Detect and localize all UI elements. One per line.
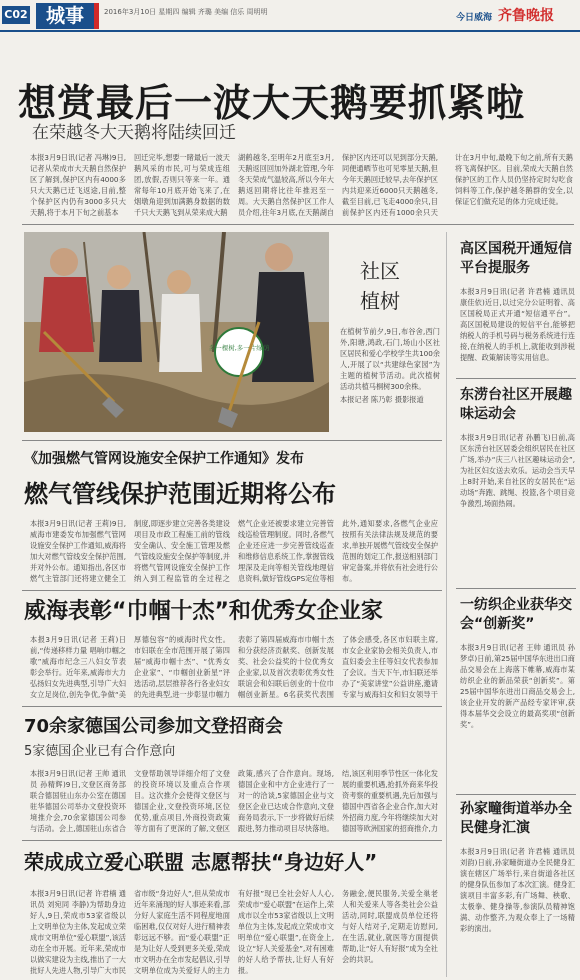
divider (22, 840, 442, 841)
rongcheng-headline: 荣成成立爱心联盟 志愿帮扶“身边好人” (24, 850, 378, 874)
rongcheng-col-2: 省市级“身边好人”,但从荣成市近年来涌现的好人事迹来看,部分好人家庭生活不同程度地面临困难,仅仅对好人进行精神表彰远远不够。而“爱心联盟”正是为让好人受到更多关爱,荣成市文明办在全市发起倡议,引导文明单位成为关爱好人的主力 (134, 889, 230, 975)
lead-col-1: 本报3月9日讯(记者 冯琳)9日,记者从荣成市大天鹅自然保护区了解到,保护区内有4000多只大天鹅已迁飞返途,目前,整个保护区内仍有3000多只大天鹅,将于本月下旬之前基本 (30, 153, 126, 217)
german-col-4: 结,该区利用季节性区一体化发展的重要机遇,抢抓外商来华投资考察的重要机遇,先后加强与德国中西省各企业合作,加大对外招商力度,今年将继续加大对德国等欧洲国家的招商推介,力 (342, 769, 438, 833)
lead-headline: 想赏最后一波大天鹅要抓紧啦 (18, 81, 526, 125)
brand-name: 齐鲁晚报 (498, 8, 555, 24)
rongcheng-col-3: 有好报”现已全社会好人人心,荣成市“爱心联盟”在运作上,荣成市以全市53家省级以上文明单位为主体,发起成立荣成市文明单位“爱心联盟”,在资金上,设立“好人关爱基金”,对有困难的好人给予帮扶,让好人有好报。 (238, 889, 334, 975)
photo-title-line-2: 植树 (360, 289, 400, 313)
photo-title-line-1: 社区 (360, 259, 400, 283)
women-col-3: 表彰了第四届威海市巾帼十杰和分获经济贡献奖、创新发展奖、社会公益奖的十位优秀女企业家,以及首次表彰优秀女性联谊会和妇联后创业的十位巾帼创业新星。6名获奖代表围 (238, 635, 334, 699)
divider (22, 706, 442, 707)
header-rule (0, 30, 580, 32)
fz-headline: 一纺织企业获华交会“创新奖” (460, 597, 572, 632)
brand-small: 今日威海 (456, 13, 493, 23)
gas-col-2: 制度,即逐步建立完善各类建设项目及市政工程施工前的管线安全确认、安全施工管理及燃气管线设施安全保护等制度,并将燃气管网设施安全保护工作纳入到工程监管的全过程之 (134, 519, 230, 583)
gas-col-4: 此外,通知要求,各燃气企业应按照有关法律法规及规范的要求,单独开展燃气管线安全保护范围的划定工作,报送相别部门审定备案,并将依有社会进行公布。 (342, 519, 438, 583)
gas-col-3: 燃气企业还被要求建立完善管线巡检管理制度。同时,各燃气企业还应进一步完善管线巡查和维修信息系统工作,掌握管线埋深及走向等相关管线地理信息资料,做好管线GPS定位等相 (238, 519, 334, 583)
photo-story-text (340, 326, 440, 424)
german-subhead: 5家德国企业已有合作意向 (24, 744, 176, 759)
divider (456, 794, 576, 795)
section-label (36, 3, 94, 29)
divider (456, 378, 576, 379)
rongcheng-col-1: 本报3月9日讯(记者 许君楠 通讯员 刘宛同 李静)为帮助身边好人,9日,荣成市53家省级以上文明单位为主体,发起成立荣成市文明单位“爱心联盟”,该活动在全市开展。近年来,荣成市以做实建设为主线,推出了一大批好人先进人物,引导广大市民 (30, 889, 126, 975)
lead-col-4: 保护区内还可以见到部分天鹅,同便通晒节也可见零星天鹅,但今年天鹅回迁较早,去年保护区内共迎来近6000只天鹅越冬,截至目前,已飞走4000余只,目前保护区内还有1000余只天 (342, 153, 438, 217)
german-col-1: 本报3月9日讯(记者 王帅 通讯员 孙精辉)9日,文登区商务部联合德国驻山东办公室在德国驻华德国公司举办文登投资环境推介会,70余家德国公司参与活动。会上,德国驻山东省合 (30, 769, 126, 833)
rongcheng-col-4: 务融金,便民服务,关爱全巢老人和关爱来人等各类社会公益活动,同时,联盟成员单位还将与好人结对子,定期走访慰问,在生活,就业,就医等方面提供帮助,让“好人有好报”成为全社会的共识。 (342, 889, 438, 964)
sj-headline: 孙家疃街道举办全民健身汇演 (460, 801, 572, 836)
dh-text: 本报3月9日讯(记者 孙鹏飞)日前,高区东涝台社区居委会组织居民在社区广场,举办“庆三八社区趣味运动会”,为社区妇女送去欢乐。运动会当天早上8时开始,来自社区的女居民在“运动场”奔跑、跳绳、投篮,各个项目竞争激烈,场面热闹。 (460, 433, 575, 508)
lead-col-2: 回迁完毕,想要一睹最后一波天鹅风采的市民,可与荣成连组团,放假,否则只等来一年。通常每年10月底开始飞来了,在烟墩角迎到加满鹅身数据的数千只大天鹅飞到从荣来成大鹅 (134, 153, 230, 217)
lead-col-5: 计在3月中旬,最晚下旬之前,所有天鹅将飞离保护区。目前,荣成大天鹅自然保护区的工作人员仍坚持定时勾吃食饲料等工作,保护越冬鹅群的安全,以保证它们做充足的体力完成迁徙。 (455, 153, 573, 206)
tax-headline: 高区国税开通短信平台提服务 (460, 241, 572, 276)
section-name: 城事 (45, 5, 84, 27)
column-divider (446, 232, 447, 977)
photo-story-body: 在植树节前夕,9日,布谷舍,西门外,阳塘,鸿政,石门,场山小区社区居民和爱心学校学生共100余人,开展了以“共建绿色家园”为主题的植树节活动。此次植树活动共植马桐树300余株。 (340, 327, 440, 391)
fz-text: 本报3月9日讯(记者 王帅 通讯员 孙梦卓)日前,第25届中国华东进出口商品交易会在上海落下帷幕,威海市某纺织企业的新品荣获“创新奖”。第25届中国华东进出口商品交易会上,该企业开发的新产品经专家评审,获得本届华交会设立的最高奖项“创新奖”。 (460, 643, 575, 729)
photo-story-byline: 本报记者 陈乃彰 摄影报道 (340, 395, 424, 404)
photo-illustration (24, 232, 329, 432)
lead-col-3: 湖鹤越冬,至明年2月底至3月,天鹅返回回加外湖北管理,今年冬天荣成气温较高,所以今年大鹅返回期将比往年推迟至一周。大天鹅自然保护区工作人员介绍,往年3月底,在天鹅湖自 (238, 153, 334, 217)
lead-subhead: 在荣越冬大天鹅将陆续回迁 (32, 123, 236, 143)
edition-line: 2016年3月10日 星期四 编辑 齐璐 美编 信乐 周明明 (104, 8, 268, 16)
german-col-3: 政策,感兴了合作意向。现场,德国企业和中方企业进行了一对一的洽谈,5家德国企业与文登区企业已达成合作意向,文登商务局表示,下一步将做好后续跟进,努力推动项目尽快落地。 (238, 769, 334, 833)
women-col-1: 本报3月9日讯(记者 王莉)日前,“传递移样力量 唱响巾帼之歌”威海市纪念三八妇女节表彰会举行。近年来,威海市大力弘扬妇女先进典型,引导广大妇女立足岗位,创先争优,争做“美 (30, 635, 126, 699)
tax-text: 本报3月9日讯(记者 许君楠 通讯员 康佳依)近日,以过完分公证明着、高区国税局正式开通“短信通平台”。高区国税局建设的短信平台,能够把纳税人的手机号码与税务系统进行连接,在纳税人的手机上,就能收到涉税提醒、政策解读等实用信息。 (460, 287, 575, 362)
divider (22, 440, 442, 441)
gas-headline: 燃气管线保护范围近期将公布 (24, 480, 336, 508)
gas-col-1: 本报3月9日讯(记者 王莉)9日,威海市建委发布加强燃气管网设施安全保护工作通知,威海将加大对燃气管线安全保护范围,并对外公布。通知指出,各区市燃气主管部门还将建立健全工 (30, 519, 126, 583)
masthead-brand (456, 5, 574, 25)
gas-kicker: 《加强燃气管网设施安全保护工作通知》发布 (24, 451, 304, 467)
divider (22, 224, 574, 225)
photo-sign-text: 多一棵树,多一片绿荫 (208, 344, 270, 352)
women-col-4: 了体会感受,各区市妇联主席,市女企业家协会相关负责人,市直妇委会主任等妇女代表参加了会议。当天下午,市妇联还举办了“美家讲堂”公益讲座,邀请专家与威海妇女和妇女领导干 (342, 635, 438, 699)
women-headline: 威海表彰“巾帼十杰”和优秀女企业家 (24, 599, 383, 624)
page-number: C02 (2, 6, 30, 24)
women-col-2: 厚德包容”的威海时代女性。市妇联在全市范围开展了第四届“威海巾帼十杰”、“优秀女企业家”、“巾帼创业新星”评选活动,层层推荐各行各业妇女的先进典型,进一步彰显巾帼力 (134, 635, 230, 699)
photo-story-title (360, 256, 430, 320)
german-col-2: 文登帮助领导详细介绍了文登的投资环境以及重点合作项目。这次推介会使得文登区与德国企业,文登投资环境,区位优势,重点项目,外商投资政策等方面有了更深的了解,文登区 (134, 769, 230, 833)
tree-planting-photo (24, 232, 329, 432)
divider (456, 588, 576, 589)
sj-text: 本报3月9日讯(记者 许君楠 通讯员 刘韵)日前,孙家疃街道办全民健身汇演在辖区广场举行,来自街道各社区的健身队伍参加了本次汇演。健身汇演项目丰富多彩,有广场舞、秧歌、太极拳、健身操等,参演队员精神饱满、动作整齐,为观众奉上了一场精彩的演出。 (460, 847, 575, 933)
dh-headline: 东涝台社区开展趣味运动会 (460, 387, 572, 422)
divider (22, 590, 442, 591)
german-headline: 70余家德国公司参加文登招商会 (24, 716, 284, 737)
